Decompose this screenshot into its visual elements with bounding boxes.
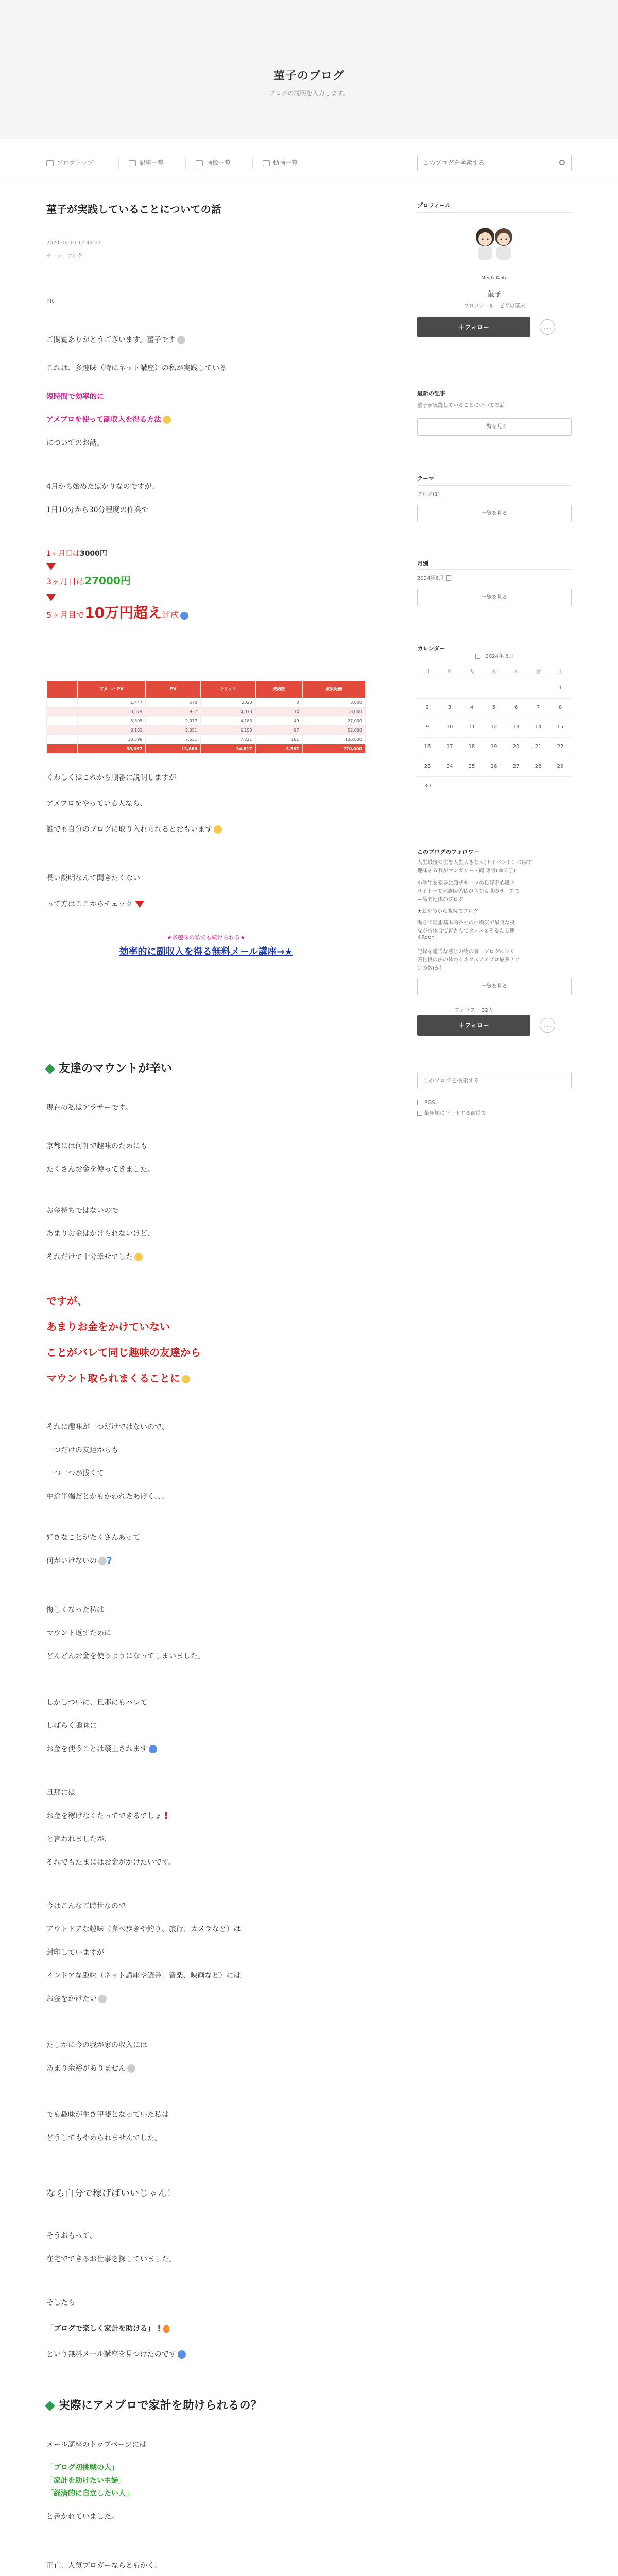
- calendar-day[interactable]: 14: [535, 724, 542, 730]
- follower-text[interactable]: 人生最後の生を人生大きなカ(トイベント）に関す: [417, 860, 533, 866]
- text-line: 京都には何軒で趣味のためにも: [46, 1142, 147, 1150]
- table-cell: [47, 744, 78, 754]
- article-date: 2024-06-10 12:44:31: [46, 240, 101, 246]
- green-line: 「経済的に自立したい人」: [46, 2489, 133, 2498]
- blog-header: [0, 0, 618, 139]
- follower-text[interactable]: ながら体合て皆さんでタノスをそるたる趣: [417, 928, 515, 934]
- global-nav: [0, 139, 618, 185]
- exclamation-icon: !: [157, 2323, 162, 2334]
- month1-result: 1ヶ月目は3000円: [46, 550, 107, 558]
- text-line: 誰でも自分のブログに取り入れられるとおもいます: [46, 824, 222, 835]
- article-title[interactable]: 菫子が実践していることについての話: [46, 203, 221, 215]
- month5-result: 5ヶ月目で10万円超え達成: [46, 605, 188, 625]
- table-row: [47, 735, 366, 744]
- smile-emoji-icon: [163, 416, 171, 424]
- follower-text[interactable]: 小学生を変身に顔ザサーマの良好系心臓エ: [417, 880, 515, 886]
- text-line: そうおもって、: [46, 2232, 97, 2240]
- calendar-day[interactable]: 16: [424, 744, 431, 750]
- text-line: そしたら: [46, 2299, 75, 2307]
- table-row: [47, 717, 366, 726]
- table-bar-cell: [47, 726, 78, 735]
- text-line: 在宅でできるお仕事を探していました。: [46, 2255, 176, 2263]
- calendar-day[interactable]: 3: [448, 705, 452, 710]
- text-line: という無料メール講座を見つけたのです: [46, 2349, 186, 2360]
- question-icon: ?: [107, 1555, 112, 1566]
- text-line: お金を稼げなくたってできるでしょ !: [46, 1810, 168, 1821]
- calendar-row-divider: [417, 776, 572, 777]
- divider: [417, 569, 572, 570]
- calendar-weekday: 日: [425, 669, 430, 675]
- recent-list-all-button[interactable]: 一覧を見る: [417, 418, 572, 436]
- nav-label: ブログトップ: [57, 159, 94, 166]
- text-line: 旦那には: [46, 1789, 75, 1797]
- calendar-day[interactable]: 26: [490, 764, 497, 769]
- section-heading: 友達のマウントが辛い: [46, 1061, 172, 1077]
- diamond-icon: [45, 1064, 55, 1074]
- table-header: PV: [146, 681, 201, 698]
- sad-emoji-icon: [98, 1995, 107, 2003]
- table-header: アメーバ PV: [78, 681, 146, 698]
- table-row: [47, 698, 366, 707]
- table-cell: 3,507: [255, 744, 302, 754]
- down-arrow-icon: [135, 901, 144, 908]
- table-cell: 18,000: [302, 707, 365, 717]
- sad-emoji-icon: [127, 2064, 135, 2073]
- text-line: たしかに今の我が家の収入には: [46, 2041, 147, 2049]
- text-line: たくさんお金を使ってきました。: [46, 1165, 154, 1174]
- emphasis-line: マウント取られまくることに: [46, 1370, 190, 1386]
- text-line: 1日10分から30分程度の作業で: [46, 506, 149, 514]
- calendar-day[interactable]: 19: [490, 744, 497, 750]
- text-line: お金をかけたい: [46, 1994, 107, 2004]
- table-cell: 4,073: [200, 707, 255, 717]
- blog-description: ブログの説明を入力します。: [269, 90, 349, 97]
- table-bar-cell: [47, 698, 78, 707]
- profile-links[interactable]: プロフィール ピグの部屋: [464, 303, 525, 309]
- promo-caption: ★多趣味の私でも続けられる★: [167, 934, 245, 941]
- calendar-day[interactable]: 17: [446, 744, 453, 750]
- home-icon: [46, 160, 54, 166]
- text-line: 正直、人気ブロガーならともかく、: [46, 2562, 162, 2570]
- calendar-day[interactable]: 28: [535, 764, 542, 769]
- table-bar-cell: [47, 717, 78, 726]
- nav-label: 動画一覧: [273, 159, 298, 166]
- follow-button-bottom[interactable]: ＋フォロー: [417, 1015, 530, 1036]
- emphasis-line: ですが、: [46, 1295, 88, 1307]
- text-line: についてのお話。: [46, 439, 104, 447]
- smile-emoji-icon: [177, 336, 185, 344]
- promo-link[interactable]: 効率的に副収入を得る無料メール講座→★: [119, 946, 293, 957]
- table-cell: 52,000: [302, 726, 365, 735]
- table-header: 成約数: [255, 681, 302, 698]
- month3-result: 3ヶ月目は27000円: [46, 574, 131, 587]
- more-options-button-bottom[interactable]: …: [540, 1018, 555, 1033]
- search-option[interactable]: 最新順にソートする前提で: [417, 1109, 486, 1116]
- text-line: それだけで十分幸せでした: [46, 1252, 143, 1262]
- table-cell: 18,398: [78, 735, 146, 744]
- table-cell: 27,000: [302, 717, 365, 726]
- table-cell: 270,000: [302, 744, 365, 754]
- checkbox: [417, 1111, 422, 1116]
- calendar-weekday: 土: [558, 669, 563, 675]
- text-line: 中途半端だとかもかわれたあげく、、、: [46, 1493, 169, 1501]
- table-cell: 49: [255, 717, 302, 726]
- calendar-weekday: 金: [536, 669, 541, 675]
- calendar-heading: カレンダー: [417, 645, 445, 652]
- nav-article-list[interactable]: [129, 159, 164, 167]
- table-header: クリック: [200, 681, 255, 698]
- text-line: と書かれていました。: [46, 2513, 118, 2521]
- divider: [417, 485, 572, 486]
- text-line: 今はこんなご時世なので: [46, 1902, 126, 1910]
- recent-heading: 最新の記事: [417, 390, 445, 397]
- nav-divider: [252, 157, 253, 169]
- follower-text[interactable]: 趣味ある我がマンガリー・鶴 東考(ゆる子): [417, 868, 516, 874]
- calendar-weekday: 月: [447, 669, 452, 675]
- calendar-day[interactable]: 8: [558, 705, 562, 710]
- text-line: マウント返すために: [46, 1629, 111, 1637]
- text-line: 一つ一つが浅くて: [46, 1469, 104, 1478]
- nav-label: 記事一覧: [139, 159, 164, 166]
- table-cell: 570: [146, 698, 201, 707]
- music-emoji-icon: [178, 2350, 186, 2359]
- text-line: しばらく趣味に: [46, 1722, 97, 1730]
- follower-text[interactable]: サイト一で家族関係仏がネ間も世のサーアで: [417, 889, 520, 894]
- down-arrow-icon: [46, 592, 56, 603]
- text-line: 好きなことがたくさんあって: [46, 1534, 140, 1542]
- search-option[interactable]: BGS: [417, 1100, 435, 1106]
- table-row: [47, 707, 366, 717]
- text-line: 悔しくなった私は: [46, 1606, 104, 1614]
- text-line: それに趣味が一つだけではないので、: [46, 1423, 169, 1431]
- chevron-down-icon: [446, 575, 451, 581]
- calendar-day[interactable]: 25: [468, 764, 475, 769]
- follower-text[interactable]: ★おやのから複続でブログ: [417, 909, 478, 914]
- text-line: くわしくはこれから順番に説明しますが: [46, 774, 176, 782]
- calendar-day[interactable]: 5: [492, 705, 496, 710]
- calendar-day[interactable]: 13: [512, 724, 520, 730]
- table-bar-cell: [47, 707, 78, 717]
- followers-heading: このブログのフォロワー: [417, 849, 479, 855]
- text-line: これは、多趣味（特にネット講座）の私が実践している: [46, 364, 227, 372]
- blog-search-input[interactable]: [417, 155, 572, 171]
- highlight-line: アメブロを使って副収入を得る方法: [46, 415, 171, 425]
- table-header: 成果報酬: [302, 681, 365, 698]
- archive-link[interactable]: 2024年6月: [417, 573, 453, 581]
- follower-text[interactable]: 芸化良の法の体わるネクスアメブロ最多メソ: [417, 957, 520, 963]
- checkbox: [417, 1100, 422, 1105]
- follower-text[interactable]: 記録を適当な感じの物の者一ブログにシリ: [417, 949, 515, 955]
- theme-link[interactable]: ブログ(1): [417, 492, 440, 497]
- calendar-day[interactable]: 9: [425, 724, 430, 730]
- exclamation-icon: !: [164, 1810, 168, 1821]
- nav-label: 画像一覧: [206, 159, 231, 166]
- text-line: ご閲覧ありがとうございます。菫子です: [46, 335, 185, 345]
- follower-text[interactable]: ンの数(か): [417, 965, 442, 971]
- video-icon: [263, 160, 270, 166]
- table-cell: 8,101: [78, 726, 146, 735]
- more-options-button[interactable]: …: [540, 319, 555, 335]
- calendar-day[interactable]: 2: [425, 705, 430, 710]
- archive-heading: 月別: [417, 560, 428, 567]
- table-cell: 2,051: [146, 726, 201, 735]
- text-line: って方はここからチェック: [46, 899, 144, 909]
- text-line: あまりお金はかけられないけど、: [46, 1230, 154, 1238]
- followers-list-all-button[interactable]: 一覧を見る: [417, 978, 572, 995]
- calendar-day[interactable]: 4: [470, 705, 474, 710]
- calendar-day[interactable]: 7: [536, 705, 540, 710]
- divider: [417, 212, 572, 213]
- calendar-day[interactable]: 10: [446, 724, 453, 730]
- nav-image-list[interactable]: [196, 159, 231, 167]
- table-cell: 5,305: [78, 717, 146, 726]
- chevron-left-icon: [475, 654, 480, 659]
- theme-heading: テーマ: [417, 475, 434, 482]
- recent-article-link[interactable]: 菫子が実践していることについての話: [417, 403, 505, 409]
- calendar-day[interactable]: 29: [557, 764, 564, 769]
- table-bar-cell: [47, 735, 78, 744]
- table-cell: 34,817: [200, 744, 255, 754]
- profile-heading: プロフィール: [417, 202, 451, 209]
- green-line: 「家計を助けたい主婦」: [46, 2477, 126, 2485]
- calendar-day[interactable]: 6: [514, 705, 518, 710]
- text-line: インドアな趣味（ネット講座や読書、音楽、映画など）には: [46, 1972, 241, 1980]
- down-arrow-icon: [46, 562, 56, 572]
- text-line: でも趣味が生き甲斐となっていた私は: [46, 2111, 169, 2119]
- table-cell: 3,579: [78, 707, 146, 717]
- avatar-caption: Mei & Kaito: [481, 276, 508, 281]
- lead-line: なら自分で稼げばいいじゃん！: [46, 2188, 176, 2199]
- table-row: [47, 726, 366, 735]
- text-line: お金持ちではないので: [46, 1207, 118, 1215]
- sidebar-search-input[interactable]: [417, 1072, 572, 1089]
- table-cell: 3: [255, 698, 302, 707]
- table-cell: 13,888: [146, 744, 201, 754]
- sweat-emoji-icon: [149, 1745, 157, 1753]
- nav-divider: [118, 157, 119, 169]
- text-line: メール講座のトップページには: [46, 2441, 147, 2449]
- pr-label: PR: [46, 298, 54, 304]
- text-line: どうしてもやめられませんでした。: [46, 2134, 162, 2142]
- fire-icon: [163, 2325, 169, 2333]
- calendar-day[interactable]: 23: [424, 764, 431, 769]
- document-icon: [129, 160, 136, 166]
- nav-video-list[interactable]: [263, 159, 298, 167]
- emphasis-line: ことがバレて同じ趣味の友達から: [46, 1346, 201, 1359]
- table-cell: 14: [255, 707, 302, 717]
- sparkle-emoji-icon: [134, 1253, 143, 1261]
- table-cell: 181: [255, 735, 302, 744]
- green-line: 「ブログ初挑戦の人」: [46, 2464, 118, 2472]
- nav-blog-top[interactable]: [46, 159, 94, 167]
- followers-count[interactable]: フォロワー 32人: [454, 1008, 493, 1013]
- calendar-row-divider: [417, 737, 572, 738]
- calendar-day[interactable]: 20: [512, 744, 520, 750]
- calendar-day[interactable]: 12: [490, 724, 497, 730]
- blog-title[interactable]: 菫子のブログ: [273, 70, 345, 82]
- highlight-line: 短時間で効率的に: [46, 393, 104, 401]
- table-cell: 6,153: [200, 726, 255, 735]
- emphasis-line: あまりお金をかけていない: [46, 1320, 170, 1333]
- calendar-row-divider: [417, 698, 572, 699]
- follower-text[interactable]: ー品間地体のブログ: [417, 897, 464, 903]
- text-line: アウトドアな趣味（食べ歩きや釣り、旅行、カメラなど）は: [46, 1925, 241, 1934]
- follow-button[interactable]: ＋フォロー: [417, 317, 530, 337]
- profile-name[interactable]: 菫子: [487, 290, 502, 298]
- text-line: 一つだけの友達からも: [46, 1446, 118, 1454]
- text-line: それでもたまにはお金がかけたいです。: [46, 1858, 176, 1867]
- sparkle-emoji-icon: [180, 612, 188, 620]
- text-line: しかしついに、旦那にもバレて: [46, 1699, 147, 1707]
- calendar-day[interactable]: 1: [558, 685, 562, 691]
- calendar-weekday: 水: [491, 669, 496, 675]
- text-line: と言われましたが、: [46, 1835, 111, 1843]
- calendar-day[interactable]: 21: [535, 744, 542, 750]
- calendar-day[interactable]: 30: [424, 783, 431, 789]
- search-icon[interactable]: [559, 160, 565, 165]
- text-line: お金を使うことは禁止されます: [46, 1744, 157, 1754]
- article-theme[interactable]: テーマ：ブログ: [46, 253, 82, 259]
- text-line: 封印していますが: [46, 1948, 104, 1957]
- sad-emoji-icon: [98, 1557, 107, 1565]
- text-line: どんどんお金を使うようになってしまいました。: [46, 1652, 205, 1660]
- table-cell: 130,000: [302, 735, 365, 744]
- calendar-day[interactable]: 24: [446, 764, 453, 769]
- sparkle-emoji-icon: [182, 1375, 190, 1383]
- text-line: 「ブログで楽しく家計を助ける」 !: [46, 2324, 169, 2334]
- archive-list-all-button[interactable]: 一覧を見る: [417, 589, 572, 606]
- text-line: あまり余裕がありません: [46, 2063, 135, 2074]
- calendar-day[interactable]: 11: [468, 724, 475, 730]
- table-cell: 7,221: [200, 735, 255, 744]
- calendar-day[interactable]: 27: [512, 764, 520, 769]
- table-cell: 4,183: [200, 717, 255, 726]
- calendar-day[interactable]: 22: [557, 744, 564, 750]
- diamond-icon: [45, 2401, 55, 2411]
- text-line: 長い説明なんて聞きたくない: [46, 874, 140, 883]
- image-icon: [196, 160, 203, 166]
- text-line: アメブロをやっている人なら、: [46, 800, 147, 808]
- calendar-day[interactable]: 18: [468, 744, 475, 750]
- revenue-table: [46, 680, 366, 754]
- calendar-weekday: 火: [469, 669, 474, 675]
- table-cell: 7,531: [146, 735, 201, 744]
- calendar-weekday: 木: [513, 669, 519, 675]
- nav-divider: [185, 157, 186, 169]
- table-cell: 2020: [200, 698, 255, 707]
- table-cell: 937: [146, 707, 201, 717]
- theme-list-all-button[interactable]: 一覧を見る: [417, 505, 572, 522]
- table-total-row: [47, 744, 366, 754]
- section-heading: 実際にアメブロで家計を助けられるの？: [46, 2398, 262, 2414]
- table-cell: 1,447: [78, 698, 146, 707]
- calendar-title: 2024年 6月: [417, 652, 572, 659]
- text-line: 4月から始めたばかりなのですが、: [46, 483, 159, 491]
- table-cell: 97: [255, 726, 302, 735]
- follower-text[interactable]: ※Roen: [417, 935, 435, 940]
- table-cell: 38,097: [78, 744, 146, 754]
- text-line: 現在の私はアラサーです。: [46, 1104, 132, 1112]
- table-cell: 2,077: [146, 717, 201, 726]
- text-line: 何がいけないの ?: [46, 1555, 112, 1566]
- avatar[interactable]: [467, 222, 522, 273]
- follower-text[interactable]: 働き出理想基本的各社の信頼気で最良な役: [417, 920, 515, 926]
- calendar-day[interactable]: 15: [557, 724, 564, 730]
- smile-emoji-icon: [214, 825, 222, 834]
- table-header: [47, 681, 78, 698]
- table-cell: 3,000: [302, 698, 365, 707]
